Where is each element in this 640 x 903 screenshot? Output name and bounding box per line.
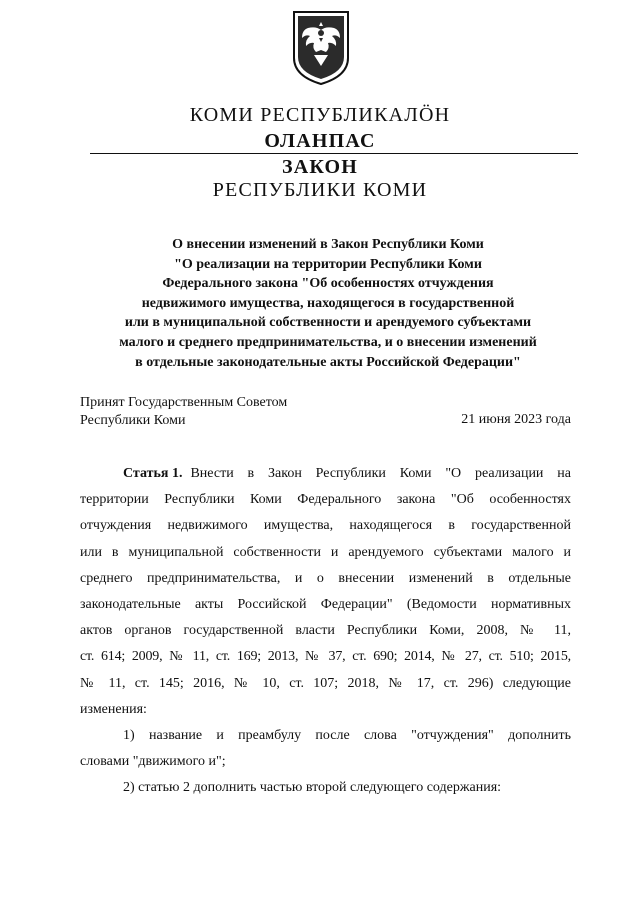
article-line-text: или в муниципальной собственности и арендуемого субъектами малого и: [80, 544, 571, 560]
article-line: [80, 644, 571, 670]
komi-coat-of-arms-icon: [290, 8, 352, 86]
article-item-1-cont: [80, 749, 571, 775]
adopted-by: [80, 394, 287, 430]
adoption-date: 21 июня 2023 года: [461, 412, 571, 427]
article-line: [80, 487, 571, 513]
article-line-text: № 11, ст. 145; 2016, № 10, ст. 107; 2018, № 17, ст. 296) следующие: [80, 675, 571, 691]
article-line-text: территории Республики Коми Федерального закона "Об особенностях: [80, 492, 571, 508]
article-item-1: [80, 723, 571, 749]
article-line: [80, 566, 571, 592]
article-line: [80, 592, 571, 618]
adopted-line: Республики Коми: [80, 413, 186, 428]
article-line-text: отчуждения недвижимого имущества, находящегося в государственной: [80, 518, 571, 534]
header-divider: [90, 153, 578, 154]
article-line-text: ст. 614; 2009, № 11, ст. 169; 2013, № 37, ст. 690; 2014, № 27, ст. 510; 2015,: [80, 649, 571, 665]
article-body: [80, 461, 571, 801]
header-komi-name: КОМИ РЕСПУБЛИКАЛÖН: [189, 104, 451, 126]
law-title-line: в отдельные законодательные акты Российской Федерации": [135, 354, 521, 370]
article-line: [80, 697, 571, 723]
header-olanpas: ОЛАНПАС: [264, 130, 376, 152]
adopted-line: Принят Государственным Советом: [80, 395, 288, 410]
law-title-line: недвижимого имущества, находящегося в государственной: [141, 295, 515, 311]
article-item-text: словами "движимого и";: [80, 754, 226, 770]
article-label: Статья 1.: [123, 466, 183, 481]
article-first-line-text: Внести в Закон Республики Коми "О реализации на: [190, 466, 571, 481]
law-title-line: Федерального закона "Об особенностях отчуждения: [162, 276, 494, 292]
article-first-line: [80, 461, 571, 487]
header-republic: РЕСПУБЛИКИ КОМИ: [212, 179, 428, 201]
header-zakon: ЗАКОН: [281, 156, 359, 178]
article-item-text: 2) статью 2 дополнить частью второй следующего содержания:: [123, 780, 502, 796]
article-item-2: [80, 775, 571, 801]
law-title-line: малого и среднего предпринимательства, и о внесении изменений: [119, 334, 537, 350]
law-title: [60, 235, 596, 372]
article-line: [80, 540, 571, 566]
law-title-line: или в муниципальной собственности и арендуемого субъектами: [124, 315, 532, 331]
article-line-text: актов органов государственной власти Республики Коми, 2008, № 11,: [80, 623, 571, 639]
article-line: [80, 671, 571, 697]
law-title-line: О внесении изменений в Закон Республики Коми: [172, 237, 484, 252]
law-title-line: "О реализации на территории Республики Коми: [174, 256, 482, 272]
article-line-text: законодательные акты Российской Федерации" (Ведомости нормативных: [80, 596, 571, 612]
article-line: [80, 513, 571, 539]
article-line: [80, 618, 571, 644]
article-line-text: изменения:: [80, 701, 147, 717]
article-item-text: 1) название и преамбулу после слова "отчуждения" дополнить: [123, 727, 571, 743]
article-line-text: среднего предпринимательства, и о внесении изменений в отдельные: [80, 570, 571, 586]
